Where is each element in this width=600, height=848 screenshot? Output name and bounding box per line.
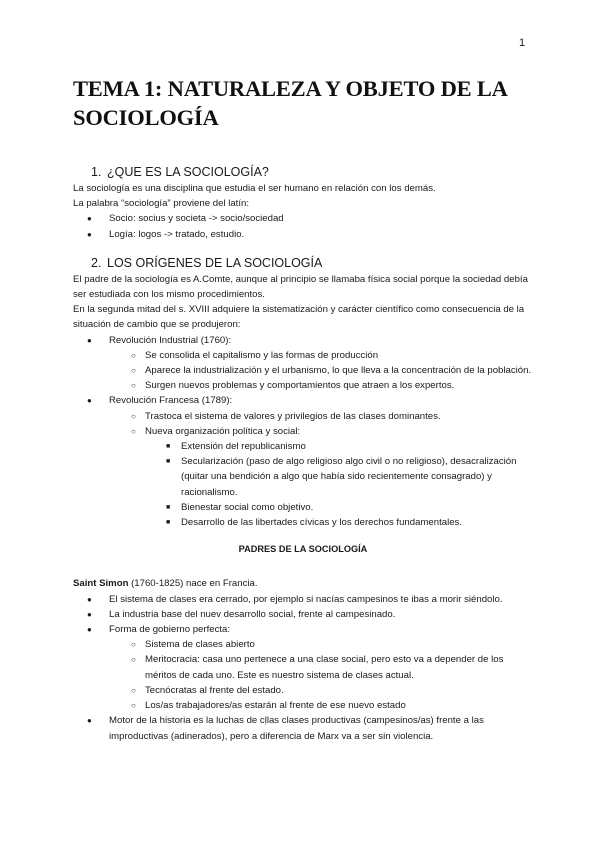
sub-list	[109, 409, 533, 531]
sub-list-item: ○ Tecnócratas al frente del estado.	[73, 683, 533, 698]
sub-sub-list	[145, 439, 533, 530]
document-body	[73, 163, 533, 744]
section-title: LOS ORÍGENES DE LA SOCIOLOGÍA	[107, 255, 323, 270]
person-name: Saint Simon	[73, 578, 129, 590]
page-title: TEMA 1: NATURALEZA Y OBJETO DE LA SOCIOLOGÍA	[73, 76, 507, 130]
person-intro: (1760-1825) nace en Francia.	[128, 578, 258, 590]
paragraph: En la segunda mitad del s. XVIII adquiere la sistematización y carácter científico como consecuencia de la situación de cambio que se produjeron:	[73, 304, 525, 331]
sub-list-item-label: Nueva organización política y social:	[145, 425, 301, 437]
sub-list-item	[73, 424, 533, 530]
sub-list-item: ○ Meritocracia: casa uno pertenece a una clase social, pero esto va a depender de los méritos de cada uno. Este es nuestro sistema de clases actual.	[73, 652, 533, 682]
section-number: 1.	[91, 165, 102, 179]
sub-list-item: ○ Surgen nuevos problemas y comportamientos que atraen a los expertos.	[73, 378, 533, 393]
sub-list-item: ○ Trastoca el sistema de valores y privilegios de las clases dominantes.	[73, 409, 533, 424]
sub-sub-list-item: ■ Secularización (paso de algo religioso algo civil o no religioso), desacralización (quitar una bendición a algo que había sido recientemente consagrado) y racionalismo.	[73, 454, 533, 500]
list-item	[73, 393, 533, 530]
subsection-heading: PADRES DE LA SOCIOLOGÍA	[238, 544, 368, 555]
list-item	[73, 333, 533, 394]
sub-list-item: ○ Sistema de clases abierto	[73, 637, 533, 652]
list-item-label: Revolución Francesa (1789):	[109, 395, 233, 407]
paragraph: La palabra “sociología” proviene del latín:	[73, 198, 249, 210]
list-item-label: Revolución Industrial (1760):	[109, 334, 232, 346]
list-item	[73, 622, 533, 713]
section-number: 2.	[91, 255, 102, 270]
list-item-label: Forma de gobierno perfecta:	[109, 624, 231, 636]
bullet-list	[73, 592, 533, 744]
sub-list	[109, 348, 533, 394]
paragraph	[73, 576, 533, 591]
section-heading-2	[73, 254, 533, 272]
section-title: ¿QUE ES LA SOCIOLOGÍA?	[107, 165, 269, 179]
paragraph: La sociología es una disciplina que estudia el ser humano en relación con los demás.	[73, 183, 436, 194]
paragraph: El padre de la sociología es A.Comte, aunque al principio se llamaba física social porque la sociedad debía ser estudiada con los mismo procedimientos.	[73, 273, 528, 301]
sub-list-item: ○ Se consolida el capitalismo y las formas de producción	[73, 348, 533, 363]
sub-list-item: ○ Aparece la industrialización y el urbanismo, lo que lleva a la concentración de la población.	[73, 363, 533, 378]
bullet-list	[73, 211, 533, 241]
list-item: ● Motor de la historia es la luchas de cḷlas clases productivas (campesinos/as) frente a las improductivas (adinerados), pero a diferencia de Marx va a ser sin violencia.	[73, 713, 533, 743]
list-item: ● El sistema de clases era cerrado, por ejemplo si nacías campesinos te ibas a morir siéndolo.	[73, 592, 533, 607]
sub-list	[109, 637, 533, 713]
sub-list-item: ○ Los/as trabajadores/as estarán al frente de ese nuevo estado	[73, 698, 533, 713]
list-item: ● Logía: logos -> tratado, estudio.	[73, 227, 533, 242]
sub-sub-list-item: ■ Desarrollo de las libertades cívicas y los derechos fundamentales.	[73, 515, 533, 530]
section-heading-1	[73, 163, 533, 181]
sub-sub-list-item: ■ Extensión del republicanismo	[73, 439, 533, 454]
sub-sub-list-item: ■ Bienestar social como objetivo.	[73, 500, 533, 515]
list-item: ● Socio: socius y societa -> socio/sociedad	[73, 211, 533, 226]
page-number: 1	[519, 37, 526, 49]
bullet-list	[73, 333, 533, 531]
list-item: ● La industria base del nuev desarrollo social, frente al campesinado.	[73, 607, 533, 622]
